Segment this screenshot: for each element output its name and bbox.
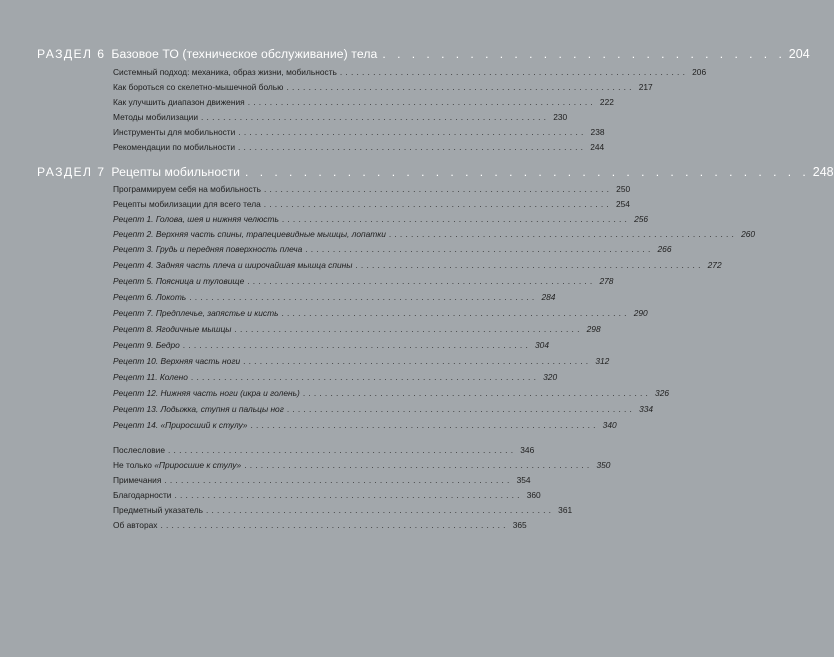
toc-entry	[113, 140, 605, 154]
entry-page-number: 312	[595, 356, 610, 366]
toc-entry-recipe	[113, 386, 670, 400]
dot-leader: ...............................................................	[234, 324, 583, 334]
entry-title: Рецепты мобилизации для всего тела	[113, 199, 261, 209]
dot-leader: ...............................................................	[164, 475, 513, 485]
toc-entry-recipe	[113, 274, 614, 288]
section-title: Рецепты мобильности	[111, 165, 241, 179]
dot-leader: ...............................................................	[174, 490, 523, 500]
dot-leader: ...............................................................	[305, 244, 654, 254]
entry-title: Как улучшить диапазон движения	[113, 97, 245, 107]
dot-leader: ...............................................................	[263, 199, 612, 209]
section-6-heading	[37, 46, 810, 62]
entry-title-prefix: Не только	[113, 460, 155, 470]
entry-page-number: 326	[655, 388, 670, 398]
entry-title: Рецепт 1. Голова, шея и нижняя челюсть	[113, 214, 279, 224]
toc-entry-recipe	[113, 338, 549, 352]
toc-entry-recipe	[113, 258, 722, 272]
entry-title: Как бороться со скелетно-мышечной болью	[113, 82, 284, 92]
entry-page-number: 340	[602, 420, 617, 430]
entry-title: Инструменты для мобильности	[113, 127, 236, 137]
dot-leader: . . . . . . . . . . . . . . . . . . . . . . . . . . . .	[382, 47, 786, 61]
entry-page-number: 284	[541, 292, 556, 302]
entry-page-number: 272	[707, 260, 722, 270]
entry-title: Рецепт 10. Верхняя часть ноги	[113, 356, 241, 366]
section-page-number: 204	[788, 47, 810, 61]
dot-leader: ...............................................................	[355, 260, 704, 270]
entry-title: Рецепт 2. Верхняя часть спины, трапециевидные мышцы, лопатки	[113, 229, 386, 239]
dot-leader: ...............................................................	[244, 460, 593, 470]
toc-entry-recipe	[113, 212, 649, 226]
toc-entry	[113, 182, 631, 196]
toc-entry	[113, 80, 653, 94]
entry-title: Рецепт 3. Грудь и передняя поверхность плеча	[113, 244, 303, 254]
entry-page-number: 217	[638, 82, 653, 92]
entry-title: Об авторах	[113, 520, 158, 530]
toc-entry	[113, 503, 573, 517]
entry-page-number: 222	[599, 97, 614, 107]
toc-entry	[113, 125, 605, 139]
toc-entry	[113, 458, 611, 472]
toc-entry	[113, 110, 568, 124]
entry-page-number: 334	[639, 404, 654, 414]
entry-page-number: 230	[553, 112, 568, 122]
entry-page-number: 244	[590, 142, 605, 152]
entry-page-number: 278	[599, 276, 614, 286]
entry-title: Предметный указатель	[113, 505, 203, 515]
entry-title: Системный подход: механика, образ жизни, мобильность	[113, 67, 337, 77]
toc-entry	[113, 473, 531, 487]
entry-page-number: 256	[634, 214, 649, 224]
dot-leader: ...............................................................	[247, 97, 596, 107]
entry-page-number: 360	[526, 490, 541, 500]
entry-title: Благодарности	[113, 490, 172, 500]
entry-page-number: 238	[590, 127, 605, 137]
entry-page-number: 365	[512, 520, 527, 530]
toc-entry	[113, 443, 535, 457]
entry-title: Рецепт 4. Задняя часть плеча и широчайшая мышца спины	[113, 260, 353, 270]
entry-title: Рецепт 5. Поясница и туловище	[113, 276, 245, 286]
toc-entry-recipe	[113, 227, 756, 241]
entry-title-italic: «Прирoсшие к стулу»	[154, 460, 242, 470]
entry-title: Рецепт 8. Ягодичные мышцы	[113, 324, 232, 334]
entry-page-number: 254	[615, 199, 630, 209]
entry-title: Рецепт 7. Предплечье, запястье и кисть	[113, 308, 279, 318]
dot-leader: ...............................................................	[339, 67, 689, 77]
entry-title: Послесловие	[113, 445, 166, 455]
entry-page-number: 206	[692, 67, 707, 77]
entry-title: Программируем себя на мобильность	[113, 184, 261, 194]
entry-page-number: 361	[558, 505, 573, 515]
entry-page-number: 290	[633, 308, 648, 318]
entry-title: Рецепт 9. Бедро	[113, 340, 180, 350]
dot-leader: ...............................................................	[182, 340, 531, 350]
entry-title: Рецепт 12. Нижняя часть ноги (икра и голень)	[113, 388, 300, 398]
toc-entry	[113, 95, 614, 109]
dot-leader: ...............................................................	[388, 229, 738, 239]
section-page-number: 248	[812, 165, 834, 179]
section-label: РАЗДЕЛ 7	[37, 165, 106, 179]
dot-leader: . . . . . . . . . . . . . . . . . . . . . . . . . . . . . . . . . . . . . . .	[245, 165, 810, 179]
toc-entry	[113, 488, 541, 502]
entry-title: Рецепт 14. «Приросший к стулу»	[113, 420, 248, 430]
entry-page-number: 260	[741, 229, 756, 239]
entry-title: Методы мобилизации	[113, 112, 199, 122]
toc-entry-recipe	[113, 418, 617, 432]
toc-entry-recipe	[113, 306, 648, 320]
dot-leader: ...............................................................	[281, 214, 631, 224]
dot-leader: ...............................................................	[201, 112, 550, 122]
dot-leader: ...............................................................	[189, 292, 538, 302]
entry-title: Рецепт 11. Колено	[113, 372, 188, 382]
entry-page-number: 350	[596, 460, 611, 470]
dot-leader: ...............................................................	[263, 184, 613, 194]
entry-title: Рецепт 13. Лодыжка, ступня и пальцы ног	[113, 404, 284, 414]
dot-leader: ...............................................................	[238, 142, 587, 152]
entry-page-number: 320	[543, 372, 558, 382]
dot-leader: ...............................................................	[205, 505, 555, 515]
dot-leader: ...............................................................	[160, 520, 509, 530]
entry-title	[113, 458, 241, 472]
entry-page-number: 266	[657, 244, 672, 254]
entry-page-number: 354	[516, 475, 531, 485]
dot-leader: ...............................................................	[281, 308, 630, 318]
toc-entry-recipe	[113, 402, 654, 416]
section-title: Базовое ТО (техническое обслуживание) тела	[111, 47, 378, 61]
dot-leader: ...............................................................	[286, 82, 635, 92]
section-7-heading	[37, 164, 834, 180]
entry-title: Рекомендации по мобильности	[113, 142, 236, 152]
entry-page-number: 346	[520, 445, 535, 455]
dot-leader: ...............................................................	[190, 372, 540, 382]
dot-leader: ...............................................................	[247, 276, 596, 286]
dot-leader: ...............................................................	[302, 388, 652, 398]
dot-leader: ...............................................................	[238, 127, 587, 137]
toc-entry-recipe	[113, 370, 558, 384]
toc-entry-recipe	[113, 290, 556, 304]
toc-entry-recipe	[113, 322, 601, 336]
toc-entry-recipe	[113, 242, 672, 256]
toc-entry	[113, 65, 707, 79]
section-label: РАЗДЕЛ 6	[37, 47, 106, 61]
toc-entry-recipe	[113, 354, 610, 368]
dot-leader: ...............................................................	[243, 356, 592, 366]
entry-page-number: 298	[586, 324, 601, 334]
toc-entry	[113, 518, 527, 532]
dot-leader: ...............................................................	[250, 420, 599, 430]
entry-page-number: 304	[535, 340, 549, 350]
dot-leader: ...............................................................	[168, 445, 517, 455]
toc-entry	[113, 197, 630, 211]
entry-title: Рецепт 6. Локоть	[113, 292, 187, 302]
entry-title: Примечания	[113, 475, 162, 485]
dot-leader: ...............................................................	[286, 404, 636, 414]
entry-page-number: 250	[616, 184, 631, 194]
